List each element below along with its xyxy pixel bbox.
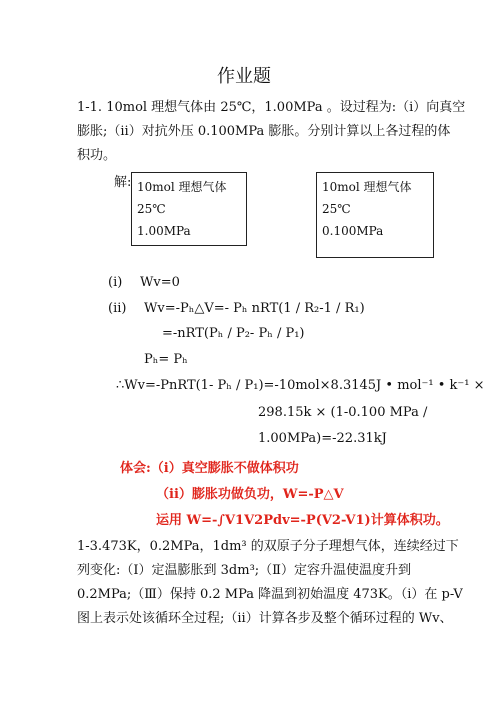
page-title: 作业题 xyxy=(217,66,271,87)
calc-line: 298.15k × (1-0.100 MPa / xyxy=(258,405,428,420)
note-line: 运用 W=-∫V1V2Pdv=-P(V2-V1)计算体积功。 xyxy=(156,513,449,528)
box-right-line: 10mol 理想气体 xyxy=(322,180,412,194)
note-line: （ii）膨胀功做负功，W=-P△V xyxy=(156,487,344,502)
step-i-label: (i) xyxy=(108,275,123,290)
calc-line: ∴Wv=-PnRT(1- Pₕ / P₁)=-10mol×8.3145J • mol⁻¹ • k⁻¹ × xyxy=(116,378,485,393)
step-i-text: Wv=0 xyxy=(140,275,180,290)
box-right-line: 0.100MPa xyxy=(322,224,384,238)
solution-label: 解: xyxy=(114,175,132,190)
problem-1-line: 积功。 xyxy=(77,148,117,163)
box-left-line: 25℃ xyxy=(137,202,166,216)
box-right-line: 25℃ xyxy=(322,202,351,216)
calc-line: 1.00MPa)=-22.31kJ xyxy=(258,431,387,446)
step-ii-label: (ii) xyxy=(108,301,127,316)
problem-2-line: 1-3.473K，0.2MPa，1dm³ 的双原子分子理想气体，连续经过下 xyxy=(77,539,459,554)
step-ii-text: Wv=-Pₕ△V=- Pₕ nRT(1 / R₂-1 / R₁) xyxy=(144,301,365,316)
initial-state-box xyxy=(131,172,247,246)
box-left-line: 10mol 理想气体 xyxy=(137,180,227,194)
problem-2-line: 0.2MPa;（Ⅲ）保持 0.2 MPa 降温到初始温度 473K。（i）在 p-V xyxy=(77,587,463,602)
box-left-line: 1.00MPa xyxy=(137,224,191,238)
note-line: 体会:（i）真空膨胀不做体积功 xyxy=(120,461,299,476)
problem-2-line: 列变化:（Ⅰ）定温膨胀到 3dm³;（Ⅱ）定容升温使温度升到 xyxy=(77,563,411,578)
problem-1-line: 1-1. 10mol 理想气体由 25℃，1.00MPa 。设过程为:（i）向真空 xyxy=(77,100,466,115)
step-ii-text: Pₕ= Pₕ xyxy=(144,352,188,367)
problem-2-line: 图上表示处该循环全过程;（ii）计算各步及整个循环过程的 Wv、 xyxy=(77,611,453,626)
final-state-box xyxy=(316,172,434,258)
step-ii-text: =-nRT(Pₕ / P₂- Pₕ / P₁) xyxy=(162,326,305,341)
problem-1-line: 膨胀;（ii）对抗外压 0.100MPa 膨胀。分别计算以上各过程的体 xyxy=(77,124,451,139)
